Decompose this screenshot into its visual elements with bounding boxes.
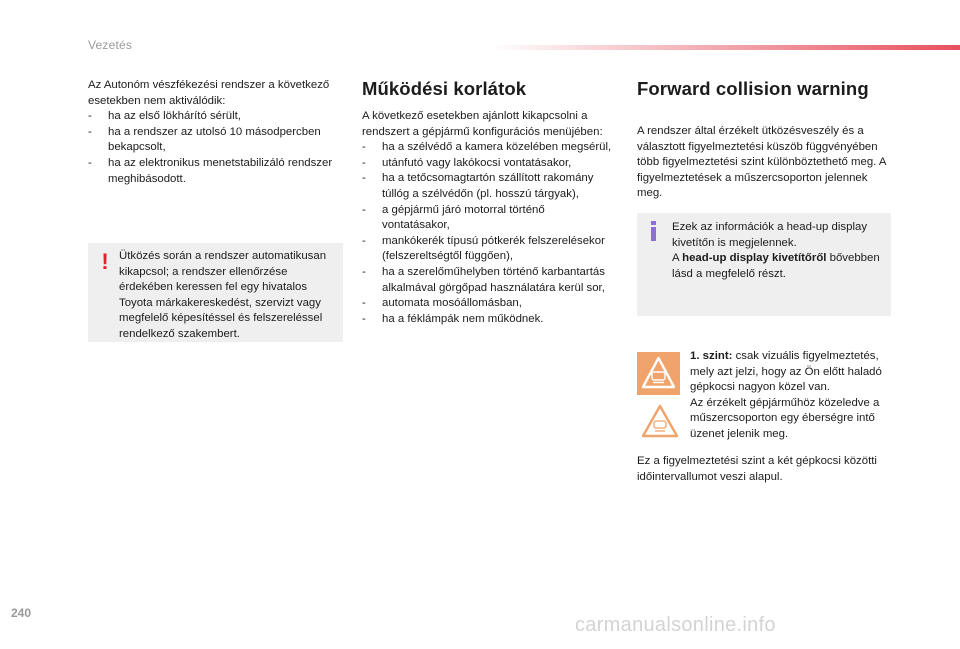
collision-alert-triangle-icon [641, 404, 679, 438]
column-2 [362, 78, 612, 327]
warning-box [88, 243, 343, 342]
section-label: Vezetés [88, 38, 133, 52]
info-box [637, 213, 891, 316]
level1-description [690, 349, 895, 443]
col1-list [88, 109, 343, 187]
level1-text-1: csak vizuális figyelmeztetés, mely azt jelzi, hogy az Ön előtt haladó gépkocsi nagyon közel van. [690, 350, 882, 394]
list-item: - ha a féklámpák nem működnek. [362, 312, 612, 328]
column-3 [637, 78, 893, 202]
info-icon [651, 221, 657, 241]
list-item: - ha az első lökhárító sérült, [88, 109, 343, 125]
col3-intro: A rendszer által érzékelt ütközésveszély és a választott figyelmeztetési küszöb függvényében több figyelmeztetési szint különböztethető meg. A figyelmeztetések a műszercsoporton jelennek meg. [637, 125, 886, 200]
list-item: - a gépjármű járó motorral történő vontatásakor, [362, 203, 612, 234]
info-line-2-prefix: A [672, 252, 683, 265]
list-item: - ha a szélvédő a kamera közelében megsérül, [362, 140, 612, 156]
level1-text-2: Az érzékelt gépjárműhöz közeledve a műszercsoporton egy éberségre intő üzenet jelenik meg. [690, 396, 880, 440]
section-title-fcw: Forward collision warning [637, 78, 869, 99]
header-accent-bar [490, 45, 960, 50]
info-line-2-bold: head-up display kivetítőről [682, 252, 827, 265]
level1-text [690, 349, 895, 396]
list-item: - utánfutó vagy lakókocsi vontatásakor, [362, 156, 612, 172]
list-item: - ha a rendszer az utolsó 10 másodpercben bekapcsolt, [88, 125, 343, 156]
section-title-limits: Működési korlátok [362, 78, 527, 99]
column-1 [88, 78, 343, 187]
list-item: - ha a tetőcsomagtartón szállított rakomány túllóg a szélvédőn (pl. hosszú tárgyak), [362, 171, 612, 202]
col3-footer [637, 454, 893, 485]
exclamation-icon: ! [101, 249, 109, 274]
watermark: carmanualsonline.info [575, 614, 776, 636]
list-item: - mankókerék típusú pótkerék felszerelésekor (felszereltségtől függően), [362, 234, 612, 265]
col3-footer-text: Ez a figyelmeztetési szint a két gépkocsi közötti időintervallumot veszi alapul. [637, 455, 877, 483]
collision-warning-icon [637, 352, 680, 395]
col2-list [362, 140, 612, 327]
list-item: - ha a szerelőműhelyben történő karbantartás alkalmával görgőpad használatára kerül sor, [362, 265, 612, 296]
list-item: - ha az elektronikus menetstabilizáló rendszer meghibásodott. [88, 156, 343, 187]
col2-intro: A következő esetekben ajánlott kikapcsolni a rendszert a gépjármű konfigurációs menüjében: [362, 110, 603, 138]
info-text [672, 220, 884, 282]
col1-intro: Az Autonóm vészfékezési rendszer a következő esetekben nem aktiválódik: [88, 79, 330, 107]
level1-label: 1. szint: [690, 350, 733, 362]
info-line-1: Ezek az információk a head-up display kivetítőn is megjelennek. [672, 221, 868, 249]
list-item: - automata mosóállomásban, [362, 296, 612, 312]
page-number: 240 [11, 606, 32, 620]
warning-text: Ütközés során a rendszer automatikusan kikapcsol; a rendszer ellenőrzése érdekében keressen fel egy hivatalos Toyota márkakereskedést, szervizt vagy megfelelő képesítéssel és felszereléssel rendelkező szakembert. [119, 250, 327, 340]
info-line-2-suffix: bővebben lásd a megfelelő részt. [672, 252, 880, 280]
